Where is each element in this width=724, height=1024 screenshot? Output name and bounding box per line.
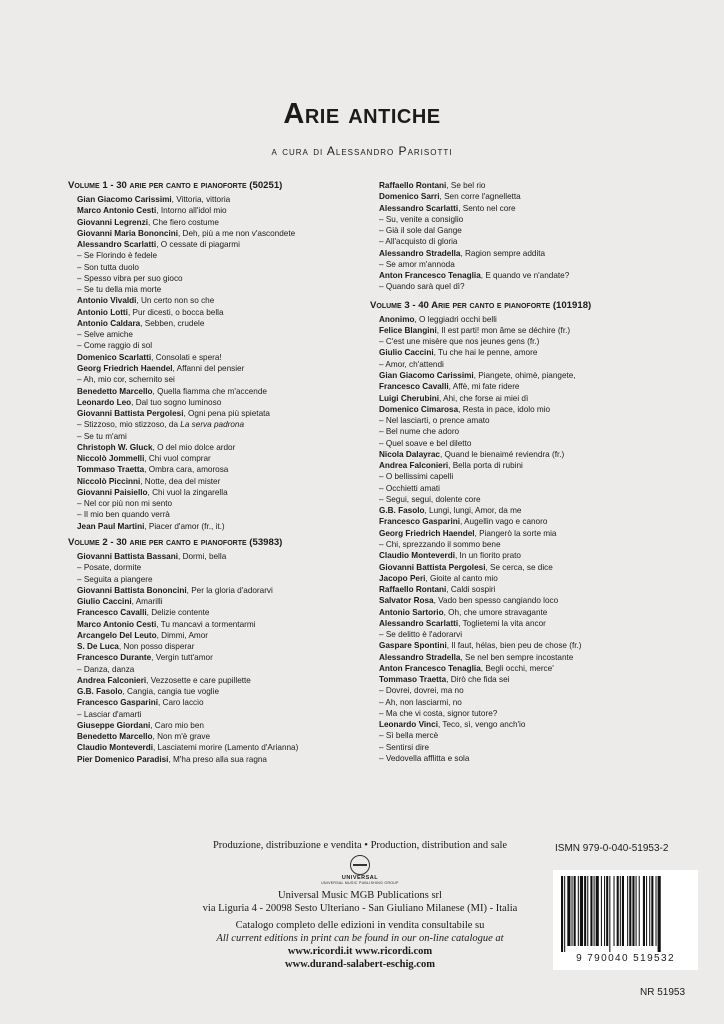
aria-title: , Begli occhi, merce' — [480, 663, 554, 673]
composer-name: Alessandro Stradella — [379, 652, 461, 662]
aria-sub-entry — [370, 730, 670, 741]
aria-entry — [370, 393, 670, 404]
right-column — [370, 180, 670, 764]
aria-entry — [370, 562, 670, 573]
page-subtitle: a cura di Alessandro Parisotti — [271, 144, 453, 158]
composer-name: Domenico Sarri — [379, 192, 440, 202]
aria-title: , Ombra cara, amorosa — [144, 465, 229, 475]
aria-title: , In un fiorito prato — [454, 551, 521, 561]
composer-name: Giovanni Maria Bononcini — [77, 228, 178, 238]
aria-sub-entry — [68, 562, 358, 573]
aria-title: , Dormi, bella — [178, 551, 227, 561]
aria-title: – Lasciar d'amarti — [77, 709, 142, 719]
aria-title: , O cessate di piagarmi — [156, 240, 240, 250]
aria-sub-entry — [68, 284, 358, 295]
aria-title: , Un certo non so che — [136, 296, 215, 306]
aria-entry — [68, 607, 358, 618]
aria-title: – Bel nume che adoro — [379, 427, 460, 437]
composer-name: Giulio Caccini — [379, 348, 434, 358]
composer-name: Nicola Dalayrac — [379, 449, 440, 459]
composer-name: Niccolò Piccinni — [77, 476, 141, 486]
aria-title: , Ahi, che forse ai miei dì — [439, 393, 529, 403]
aria-sub-entry — [370, 426, 670, 437]
aria-title: , Intorno all'idol mio — [156, 206, 227, 216]
aria-title: – Se tu della mia morte — [77, 285, 162, 295]
composer-name: Arcangelo Del Leuto — [77, 630, 157, 640]
aria-entry — [68, 551, 358, 562]
aria-title: , Caro mio ben — [150, 720, 204, 730]
aria-entry — [68, 754, 358, 765]
aria-sub-entry — [370, 629, 670, 640]
aria-sub-entry — [68, 709, 358, 720]
aria-entry — [68, 697, 358, 708]
aria-sub-entry — [370, 539, 670, 550]
aria-title: , Per la gloria d'adorarvi — [186, 585, 273, 595]
aria-entry — [68, 205, 358, 216]
aria-entry — [370, 663, 670, 674]
aria-sub-entry — [68, 262, 358, 273]
aria-title: , Amarilli — [131, 597, 163, 607]
aria-title: – All'acquisto di gloria — [379, 237, 458, 247]
aria-sub-entry — [370, 697, 670, 708]
aria-sub-entry — [68, 273, 358, 284]
composer-name: Tommaso Traetta — [77, 465, 145, 475]
aria-sub-entry — [68, 419, 358, 430]
aria-sub-entry — [68, 664, 358, 675]
aria-sub-entry — [68, 574, 358, 585]
aria-title: , Dimmi, Amor — [156, 630, 209, 640]
catalog-note-it: Catalogo completo delle edizioni in vendita consultabile su — [235, 920, 485, 931]
composer-name: Francesco Gasparini — [379, 517, 460, 527]
aria-title: , Piangete, ohimè, piangete, — [473, 370, 576, 380]
composer-name: Marco Antonio Cesti — [77, 206, 157, 216]
aria-entry — [68, 619, 358, 630]
aria-entry — [68, 686, 358, 697]
composer-name: Leonardo Vinci — [379, 720, 438, 730]
aria-title: , Non posso disperar — [118, 642, 195, 652]
aria-title: – Se amor m'annoda — [379, 259, 455, 269]
aria-entry — [68, 442, 358, 453]
composer-name: Giovanni Battista Bassani — [77, 551, 179, 561]
aria-entry — [370, 404, 670, 415]
composer-name: Antonio Lotti — [77, 307, 128, 317]
composer-name: Francesco Cavalli — [379, 382, 449, 392]
aria-title: , Consolati e spera! — [151, 352, 222, 362]
composer-name: Niccolò Jommelli — [77, 454, 145, 464]
aria-entry — [68, 397, 358, 408]
aria-title: , Dal tuo sogno luminoso — [131, 397, 222, 407]
website-link-durand[interactable]: www.durand-salabert-eschig.com — [285, 959, 435, 970]
aria-entry — [68, 307, 358, 318]
catalog-note-en: All current editions in print can be found in our on-line catalogue at — [216, 933, 504, 944]
aria-title: , Bella porta di rubini — [448, 461, 523, 471]
aria-title: , Cangia, cangia tue voglie — [122, 687, 219, 697]
page-title: Arie antiche — [283, 98, 441, 130]
aria-sub-entry — [370, 336, 670, 347]
aria-sub-entry — [370, 281, 670, 292]
aria-entry — [68, 453, 358, 464]
barcode-bars — [559, 876, 692, 954]
composer-name: Claudio Monteverdi — [379, 551, 455, 561]
aria-entry — [68, 228, 358, 239]
aria-entry — [68, 318, 358, 329]
aria-entry — [370, 584, 670, 595]
aria-title: – Posate, dormite — [77, 563, 142, 573]
aria-title: , Lasciatemi morire (Lamento d'Arianna) — [152, 743, 299, 753]
composer-name: Tommaso Traetta — [379, 675, 447, 685]
composer-name: Antonio Caldara — [77, 318, 141, 328]
aria-entry — [370, 550, 670, 561]
composer-name: Jean Paul Martini — [77, 521, 145, 531]
aria-title: , O leggiadri occhi belli — [414, 314, 497, 324]
barcode-digits: 9 790040 519532 — [576, 953, 675, 964]
aria-entry — [68, 585, 358, 596]
aria-entry — [68, 731, 358, 742]
aria-title: , Teco, sì, vengo anch'io — [438, 720, 526, 730]
aria-title: , Affè, mi fate ridere — [448, 382, 520, 392]
aria-title: , Non m'è grave — [152, 732, 211, 742]
composer-name: Giuseppe Giordani — [77, 720, 151, 730]
aria-title: – Amor, ch'attendi — [379, 359, 444, 369]
aria-title: – Dovrei, dovrei, ma no — [379, 686, 464, 696]
aria-title: , Gioite al canto mio — [425, 573, 498, 583]
aria-title: , Sen corre l'agnelletta — [439, 192, 521, 202]
aria-sub-entry — [68, 329, 358, 340]
aria-entry — [68, 487, 358, 498]
composer-name: Felice Blangini — [379, 325, 437, 335]
aria-title: , Vezzosette e care pupillette — [146, 675, 251, 685]
aria-entry — [370, 191, 670, 202]
aria-title: – Spesso vibra per suo gioco — [77, 273, 183, 283]
aria-title: , Notte, dea del mister — [140, 476, 221, 486]
aria-entry — [68, 641, 358, 652]
composer-name: Georg Friedrich Haendel — [379, 528, 475, 538]
volume-1-list — [68, 194, 358, 532]
barcode — [553, 870, 698, 970]
composer-name: Alessandro Scarlatti — [379, 203, 459, 213]
aria-title: , Sebben, crudele — [140, 318, 205, 328]
composer-name: Benedetto Marcello — [77, 732, 153, 742]
aria-entry — [68, 363, 358, 374]
aria-sub-entry — [68, 498, 358, 509]
aria-sub-entry — [68, 431, 358, 442]
composer-name: Claudio Monteverdi — [77, 743, 153, 753]
composer-name: Giovanni Battista Bononcini — [77, 585, 187, 595]
aria-entry — [370, 528, 670, 539]
aria-title: , Delizie contente — [146, 608, 210, 618]
aria-title: – Quando sarà quel dì? — [379, 282, 465, 292]
aria-title: – Quel soave e bel diletto — [379, 438, 472, 448]
composer-name: Alessandro Scarlatti — [379, 618, 459, 628]
composer-name: Salvator Rosa — [379, 596, 434, 606]
aria-sub-entry — [370, 494, 670, 505]
aria-entry — [68, 521, 358, 532]
universal-logo — [190, 855, 530, 885]
aria-title: – Come raggio di sol — [77, 341, 153, 351]
aria-title: , Ogni pena più spietata — [183, 409, 270, 419]
aria-title: – Seguita a piangere — [77, 574, 153, 584]
aria-entry — [370, 449, 670, 460]
aria-entry — [370, 314, 670, 325]
aria-title: , Lungi, lungi, Amor, da me — [424, 506, 522, 516]
composer-name: Georg Friedrich Haendel — [77, 363, 173, 373]
composer-name: Francesco Cavalli — [77, 608, 147, 618]
composer-name: Gian Giacomo Carissimi — [77, 195, 172, 204]
publisher-address: via Liguria 4 - 20098 Sesto Ulteriano - San Giuliano Milanese (MI) - Italia — [202, 903, 518, 914]
logo-wordmark: UNIVERSAL — [341, 875, 379, 881]
aria-entry — [68, 295, 358, 306]
aria-entry — [370, 607, 670, 618]
aria-title: – Se tu m'ami — [77, 431, 127, 441]
aria-title: , Augellin vago e canoro — [460, 517, 548, 527]
aria-entry — [370, 595, 670, 606]
composer-name: Anton Francesco Tenaglia — [379, 271, 481, 281]
aria-sub-entry — [370, 483, 670, 494]
aria-title: – Danza, danza — [77, 664, 135, 674]
aria-entry — [370, 652, 670, 663]
aria-title: – Selve amiche — [77, 330, 133, 340]
aria-entry — [68, 652, 358, 663]
aria-title: – Se delitto è l'adorarvi — [379, 630, 463, 640]
aria-entry — [370, 674, 670, 685]
aria-sub-entry — [68, 509, 358, 520]
aria-title: , Caldi sospiri — [446, 585, 496, 595]
composer-name: Andrea Falconieri — [379, 461, 449, 471]
aria-entry — [68, 217, 358, 228]
aria-title: , Resta in pace, idolo mio — [458, 404, 551, 414]
aria-sub-entry — [370, 438, 670, 449]
aria-title: – Vedovella afflitta e sola — [379, 754, 470, 764]
composer-name: Gaspare Spontini — [379, 641, 447, 651]
left-column — [68, 180, 358, 765]
aria-title: – Ma che vi costa, signor tutore? — [379, 708, 498, 718]
aria-entry — [370, 460, 670, 471]
aria-sub-entry — [68, 374, 358, 385]
aria-entry — [370, 618, 670, 629]
aria-entry — [370, 573, 670, 584]
volume-1-heading: Volume 1 - 30 arie per canto e pianoforte (50251) — [68, 180, 283, 191]
distribution-line: Produzione, distribuzione e vendita • Production, distribution and sale — [212, 840, 508, 851]
aria-entry — [370, 381, 670, 392]
aria-title: , Che fiero costume — [147, 217, 219, 227]
volume-3-heading: Volume 3 - 40 Arie per canto e pianoforte (101918) — [370, 299, 592, 311]
aria-entry — [370, 347, 670, 358]
aria-title: , Se bel rio — [446, 181, 486, 190]
aria-sub-entry — [370, 236, 670, 247]
logo-subtitle: UNIVERSAL MUSIC PUBLISHING GROUP — [321, 881, 399, 885]
aria-entry — [68, 476, 358, 487]
composer-name: Alessandro Stradella — [379, 248, 461, 258]
aria-title: , Toglietemi la vita ancor — [458, 618, 546, 628]
aria-entry — [370, 180, 670, 191]
composer-name: Francesco Durante — [77, 653, 152, 663]
aria-entry — [68, 352, 358, 363]
composer-name: Anton Francesco Tenaglia — [379, 663, 481, 673]
composer-name: Marco Antonio Cesti — [77, 619, 157, 629]
aria-entry — [370, 325, 670, 336]
aria-sub-entry — [68, 340, 358, 351]
volume-2-list — [68, 551, 358, 765]
aria-title: , Caro laccio — [158, 698, 204, 708]
volume-2-heading: Volume 2 - 30 arie per canto e pianoforte (53983) — [68, 536, 283, 548]
volume-2-list-continued — [370, 180, 670, 293]
aria-entry — [68, 194, 358, 205]
aria-sub-entry — [370, 415, 670, 426]
aria-title: , Piacer d'amor (fr., it.) — [144, 521, 225, 531]
publisher-name: Universal Music MGB Publications srl — [278, 890, 442, 901]
ismn-number: ISMN 979-0-040-51953-2 — [555, 843, 669, 854]
aria-title: – Il mio ben quando verrà — [77, 510, 170, 520]
composer-name: G.B. Fasolo — [379, 506, 425, 516]
aria-title: , Affanni del pensier — [172, 363, 245, 373]
aria-title: , Oh, che umore stravagante — [443, 607, 548, 617]
aria-title: – Chi, sprezzando il sommo bene — [379, 539, 501, 549]
aria-entry — [68, 596, 358, 607]
aria-entry — [68, 720, 358, 731]
composer-name: Giovanni Battista Pergolesi — [77, 409, 184, 419]
aria-entry — [68, 742, 358, 753]
composer-name: Raffaello Rontani — [379, 585, 447, 595]
catalog-number: NR 51953 — [640, 987, 686, 998]
composer-name: Christoph W. Gluck — [77, 442, 153, 452]
composer-name: S. De Luca — [77, 642, 119, 652]
aria-title: – Ah, mio cor, schernito sei — [77, 375, 175, 385]
aria-title: , M'ha preso alla sua ragna — [168, 754, 267, 764]
aria-title: – Nel lasciarti, o prence amato — [379, 416, 490, 426]
composer-name: Benedetto Marcello — [77, 386, 153, 396]
aria-title: , Se cerca, se dice — [485, 562, 553, 572]
aria-entry — [68, 408, 358, 419]
composer-name: Francesco Gasparini — [77, 698, 158, 708]
composer-name: Giovanni Legrenzi — [77, 217, 148, 227]
aria-title: – Son tutta duolo — [77, 262, 139, 272]
aria-title: , Chi vuol comprar — [144, 454, 211, 464]
aria-title: – Nel cor più non mi sento — [77, 499, 173, 509]
aria-entry — [370, 640, 670, 651]
composer-name: Jacopo Peri — [379, 573, 426, 583]
aria-title: – Segui, segui, dolente core — [379, 494, 481, 504]
universal-globe-icon — [350, 855, 370, 875]
aria-title: , Piangerò la sorte mia — [474, 528, 557, 538]
aria-sub-entry — [370, 753, 670, 764]
aria-sub-entry — [370, 471, 670, 482]
aria-entry — [370, 505, 670, 516]
composer-name: Giovanni Battista Pergolesi — [379, 562, 486, 572]
aria-sub-entry — [370, 225, 670, 236]
composer-name: Alessandro Scarlatti — [77, 240, 157, 250]
aria-entry — [68, 386, 358, 397]
aria-title: – Ah, non lasciarmi, no — [379, 697, 462, 707]
aria-entry — [68, 464, 358, 475]
aria-title: , Pur dicesti, o bocca bella — [127, 307, 224, 317]
aria-title: , Sento nel core — [458, 203, 516, 213]
composer-name: Domenico Cimarosa — [379, 404, 459, 414]
aria-source: La serva padrona — [180, 420, 245, 430]
aria-title: – Sì bella mercè — [379, 731, 439, 741]
aria-title: , Deh, più a me non v'ascondete — [178, 228, 296, 238]
composer-name: Pier Domenico Paradisi — [77, 754, 169, 764]
aria-entry — [370, 203, 670, 214]
aria-title: , Ragion sempre addita — [460, 248, 546, 258]
aria-title: , Il faut, hélas, bien peu de chose (fr.) — [446, 641, 582, 651]
website-links[interactable]: www.ricordi.it www.ricordi.com — [287, 946, 433, 957]
aria-title: – O bellissimi capelli — [379, 472, 454, 482]
aria-entry — [68, 239, 358, 250]
aria-entry — [370, 370, 670, 381]
composer-name: Andrea Falconieri — [77, 675, 147, 685]
aria-sub-entry — [370, 359, 670, 370]
aria-entry — [68, 675, 358, 686]
aria-sub-entry — [370, 742, 670, 753]
aria-title: , Se nel ben sempre incostante — [460, 652, 574, 662]
aria-title: , Il est parti! mon âme se déchire (fr.) — [436, 325, 571, 335]
aria-entry — [370, 719, 670, 730]
aria-entry — [370, 270, 670, 281]
aria-title: , Tu mancavi a tormentarmi — [156, 619, 256, 629]
aria-sub-entry — [370, 708, 670, 719]
aria-title: – Se Florindo è fedele — [77, 251, 158, 261]
composer-name: Antonio Sartorio — [379, 607, 444, 617]
publisher-footer — [190, 839, 530, 971]
composer-name: Raffaello Rontani — [379, 181, 447, 190]
aria-sub-entry — [370, 259, 670, 270]
composer-name: Luigi Cherubini — [379, 393, 440, 403]
volume-3-list — [370, 314, 670, 765]
composer-name: Giovanni Paisiello — [77, 487, 148, 497]
aria-entry — [370, 248, 670, 259]
aria-title: , O del mio dolce ardor — [152, 442, 236, 452]
composer-name: Antonio Vivaldi — [77, 296, 137, 306]
aria-title: – Occhietti amati — [379, 483, 440, 493]
aria-title: , Quand le bienaimé reviendra (fr.) — [440, 449, 565, 459]
aria-sub-entry — [370, 685, 670, 696]
composer-name: Domenico Scarlatti — [77, 352, 152, 362]
aria-entry — [370, 516, 670, 527]
aria-title: – Già il sole dal Gange — [379, 226, 462, 236]
aria-title: – C'est une misère que nos jeunes gens (fr.) — [379, 337, 540, 347]
aria-title: , Tu che hai le penne, amore — [433, 348, 538, 358]
aria-title: – Stizzoso, mio stizzoso, da — [77, 420, 181, 430]
aria-sub-entry — [68, 250, 358, 261]
aria-entry — [68, 630, 358, 641]
aria-title: , E quando ve n'andate? — [480, 271, 570, 281]
aria-title: , Vado ben spesso cangiando loco — [433, 596, 559, 606]
aria-title: – Sentirsi dire — [379, 742, 430, 752]
aria-title: , Chi vuol la zingarella — [147, 487, 228, 497]
aria-title: , Vergin tutt'amor — [151, 653, 213, 663]
aria-title: , Quella fiamma che m'accende — [152, 386, 267, 396]
composer-name: G.B. Fasolo — [77, 687, 123, 697]
composer-name: Giulio Caccini — [77, 597, 132, 607]
composer-name: Anonimo — [379, 314, 415, 324]
aria-title: – Su, venite a consiglio — [379, 214, 464, 224]
aria-title: , Vittoria, vittoria — [171, 195, 231, 204]
composer-name: Leonardo Leo — [77, 397, 132, 407]
composer-name: Gian Giacomo Carissimi — [379, 370, 474, 380]
aria-title: , Dirò che fida sei — [446, 675, 510, 685]
aria-sub-entry — [370, 214, 670, 225]
